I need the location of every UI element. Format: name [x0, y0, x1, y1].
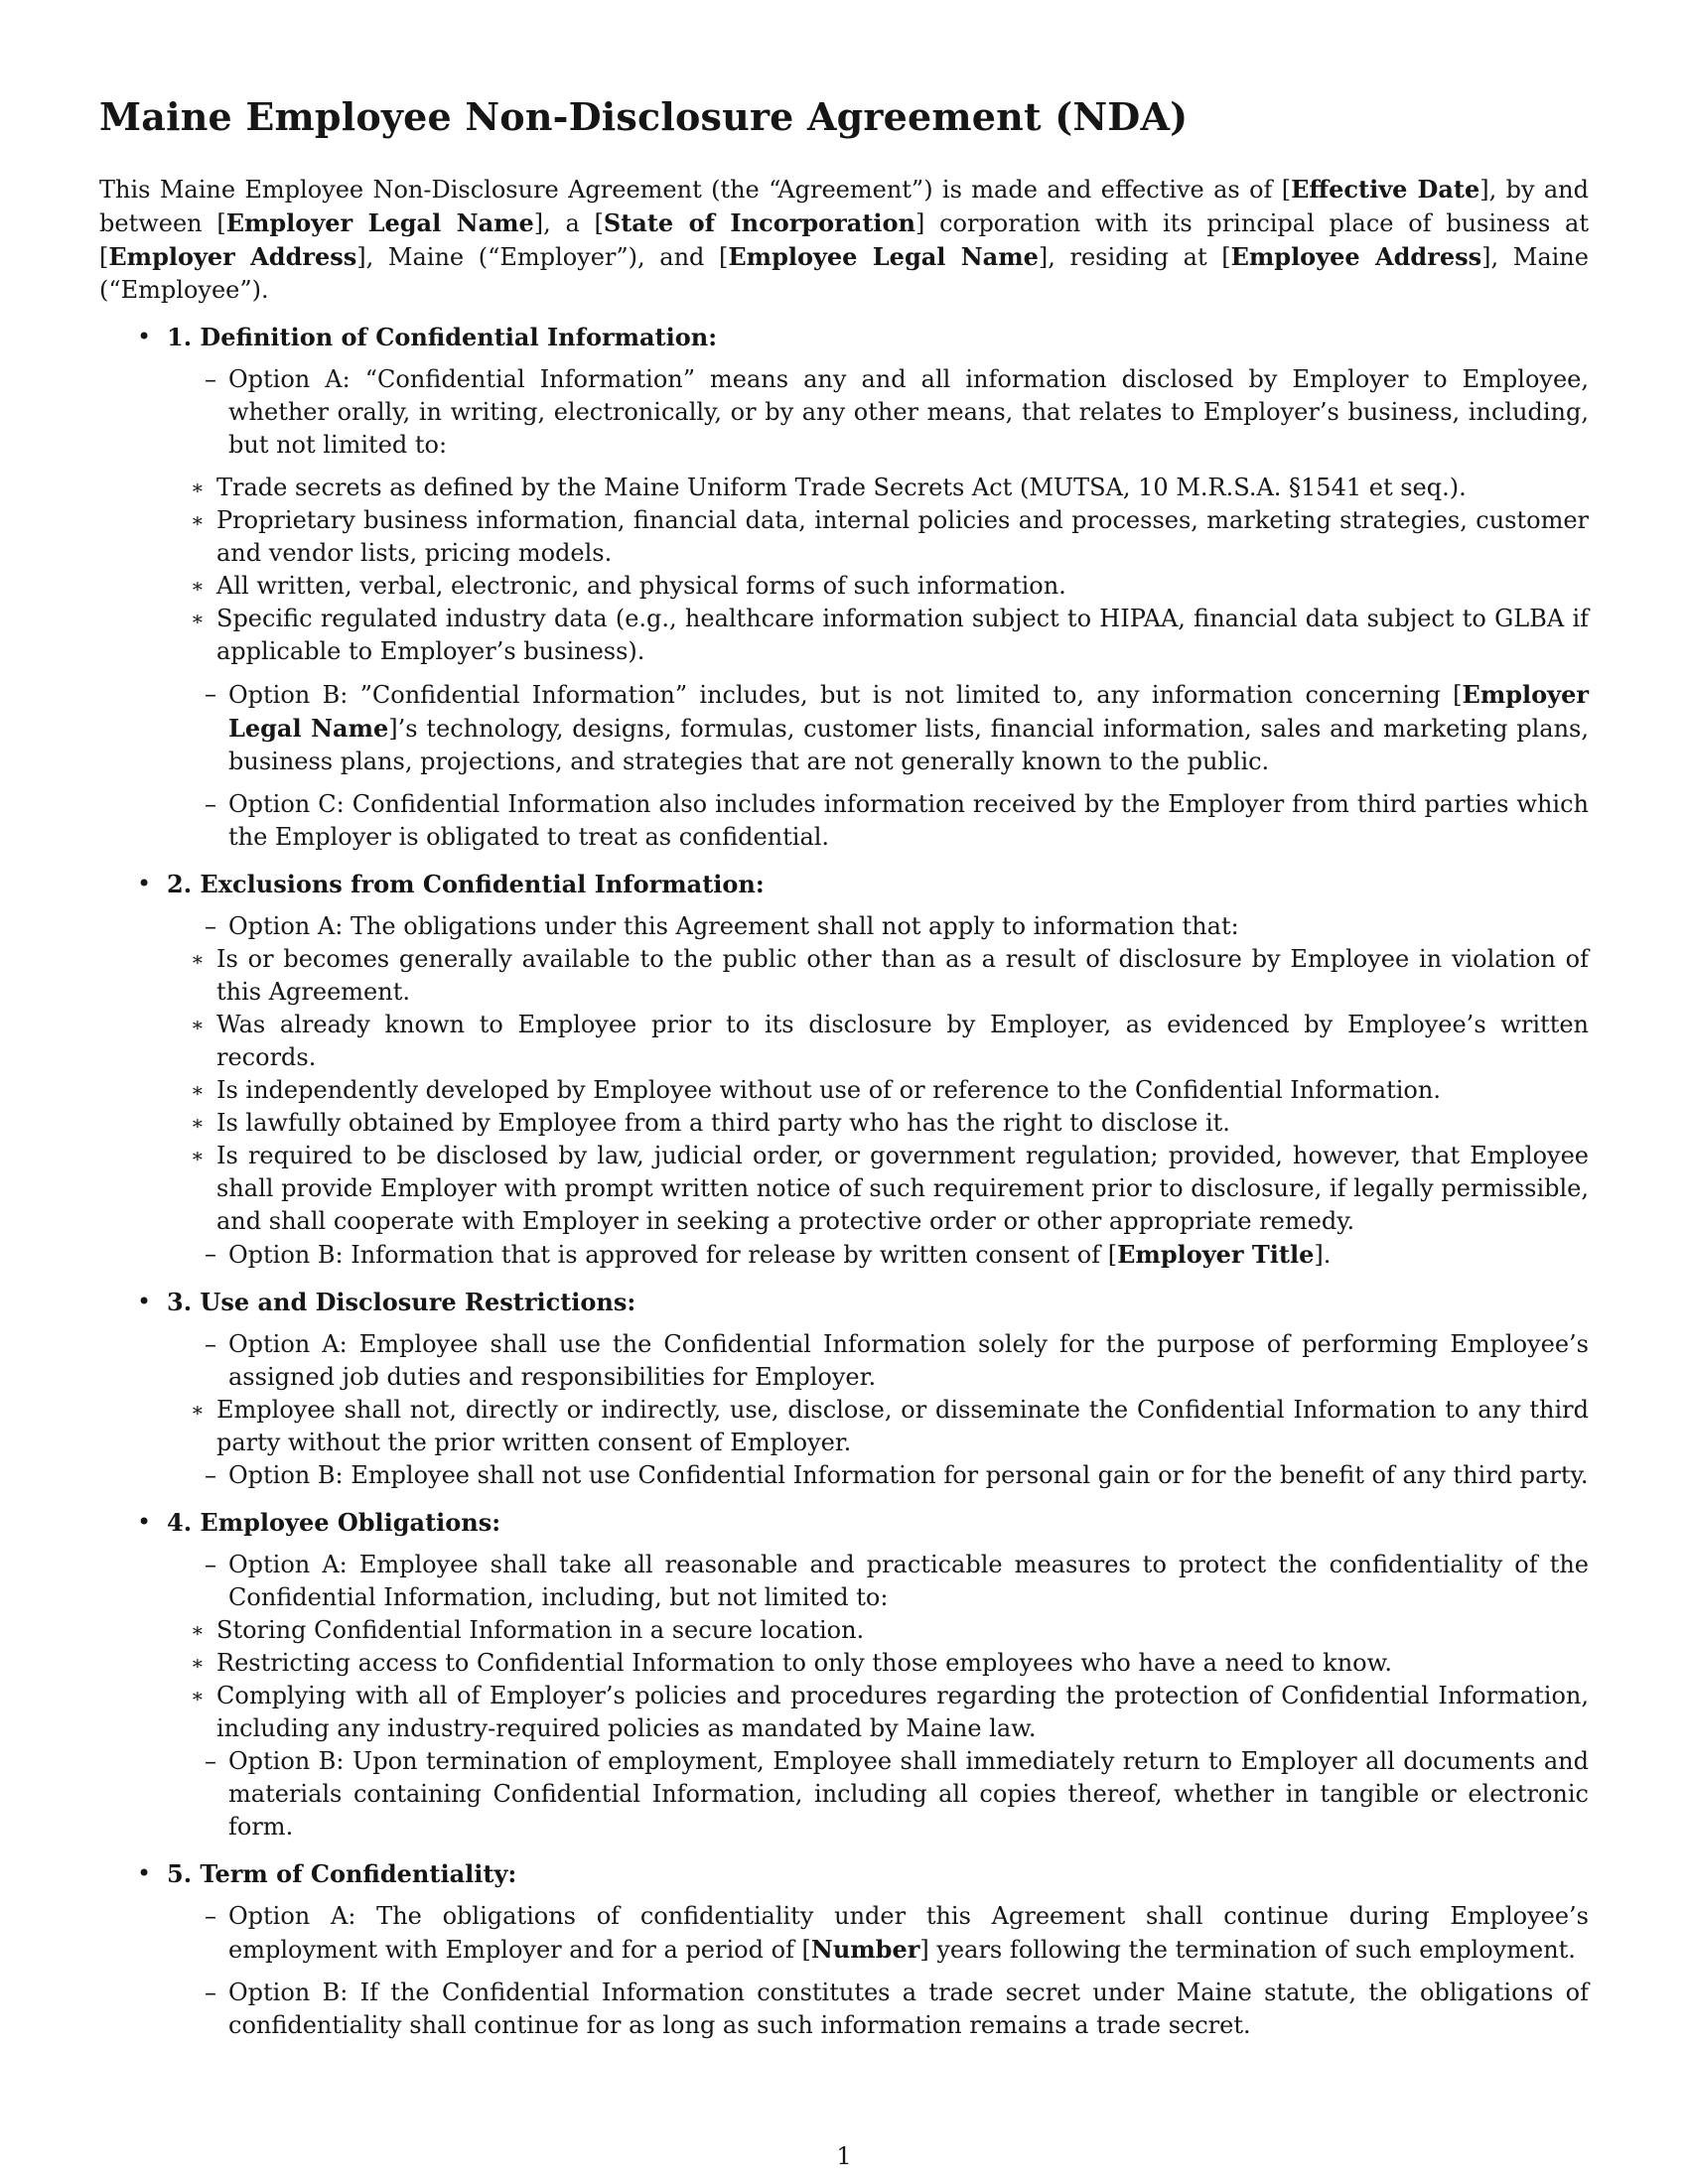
section-4-option-a: – Option A: Employee shall take all reasonable and practicable measures to protect the confidentiality of the Confidential Information, including, but not limited to: — [167, 1549, 1589, 1614]
list-item: ∗ Proprietary business information, financial data, internal policies and processes, marketing strategies, customer and vendor lists, pricing models. — [167, 504, 1589, 570]
placeholder-employer-address: Employer Address — [108, 242, 357, 271]
section-4-title: • 4. Employee Obligations: — [167, 1506, 1589, 1539]
placeholder-employee-address: Employee Address — [1230, 242, 1482, 271]
section-2-option-a-list — [167, 943, 1589, 1238]
list-item: ∗ Is or becomes generally available to the public other than as a result of disclosure by Employee in violation of this Agreement. — [167, 943, 1589, 1009]
section-1-option-a-list — [167, 472, 1589, 668]
section-3-option-a-list — [167, 1394, 1589, 1459]
section-3-title: • 3. Use and Disclosure Restrictions: — [167, 1286, 1589, 1318]
list-item: ∗ Employee shall not, directly or indirectly, use, disclose, or disseminate the Confidential Information to any third party without the prior written consent of Employer. — [167, 1394, 1589, 1459]
list-item: ∗ Was already known to Employee prior to its disclosure by Employer, as evidenced by Employee’s written records. — [167, 1009, 1589, 1074]
list-item: ∗ Storing Confidential Information in a secure location. — [167, 1614, 1589, 1647]
section-1-option-b: – Option B: ”Confidential Information” includes, but is not limited to, any information concerning [Employer Legal Name]’s technology, designs, formulas, customer lists, financial information, sales and marketing plans, business plans, projections, and strategies that are not generally known to the public. — [167, 678, 1589, 778]
document-title: Maine Employee Non-Disclosure Agreement (NDA) — [99, 94, 1189, 139]
section-1-option-c: – Option C: Confidential Information also includes information received by the Employer from third parties which the Employer is obligated to treat as confidential. — [167, 788, 1589, 854]
placeholder-employee-name: Employee Legal Name — [728, 242, 1039, 271]
document-page — [99, 91, 1589, 2056]
section-4-option-b: – Option B: Upon termination of employment, Employee shall immediately return to Employer all documents and materials containing Confidential Information, including all copies thereof, whether in tangible or electronic form. — [167, 1745, 1589, 1843]
list-item: ∗ Restricting access to Confidential Information to only those employees who have a need to know. — [167, 1647, 1589, 1680]
placeholder-effective-date: Effective Date — [1291, 175, 1480, 204]
section-2-option-b: – Option B: Information that is approved for release by written consent of [Employer Title]. — [167, 1238, 1589, 1272]
section-2 — [99, 868, 1589, 1272]
placeholder-state: State of Incorporation — [603, 208, 915, 237]
page-number: 1 — [836, 2142, 852, 2170]
section-3 — [99, 1286, 1589, 1492]
section-4-option-a-list — [167, 1614, 1589, 1745]
section-5-title: • 5. Term of Confidentiality: — [167, 1857, 1589, 1890]
section-5-option-a: – Option A: The obligations of confidentiality under this Agreement shall continue during Employee’s employment with Employer and for a period of [Number] years following the termination of such employment. — [167, 1900, 1589, 1967]
intro-paragraph: This Maine Employee Non-Disclosure Agreement (the “Agreement”) is made and effective as of [Effective Date], by and between [Employer Legal Name], a [State of Incorporation] corporation with its principal place of business at [Employer Address], Maine (“Employer”), and [Employee Legal Name], residing at [Employee Address], Maine (“Employee”). — [99, 175, 1590, 304]
placeholder-employer-name: Employer Legal Name — [225, 208, 534, 237]
list-item: ∗ Is required to be disclosed by law, judicial order, or government regulation; provided, however, that Employee shall provide Employer with prompt written notice of such requirement prior to disclosure, if legally permissible, and shall cooperate with Employer in seeking a protective order or other appropriate remedy. — [167, 1140, 1589, 1238]
section-5-option-b: – Option B: If the Confidential Information constitutes a trade secret under Maine statute, the obligations of confidentiality shall continue for as long as such information remains a trade secret. — [167, 1977, 1589, 2042]
section-4 — [99, 1506, 1589, 1843]
section-5 — [99, 1857, 1589, 2042]
placeholder-employer-name: Employer Legal Name — [228, 680, 1589, 743]
list-item: ∗ Is independently developed by Employee without use of or reference to the Confidential Information. — [167, 1074, 1589, 1107]
section-3-option-b: – Option B: Employee shall not use Confidential Information for personal gain or for the benefit of any third party. — [167, 1459, 1589, 1492]
placeholder-number: Number — [810, 1935, 920, 1964]
section-1 — [99, 321, 1589, 854]
section-1-option-a: – Option A: “Confidential Information” means any and all information disclosed by Employer to Employee, whether orally, in writing, electronically, or by any other means, that relates to Employer’s business, including, but not limited to: — [167, 363, 1589, 462]
list-item: ∗ Trade secrets as defined by the Maine Uniform Trade Secrets Act (MUTSA, 10 M.R.S.A. §1541 et seq.). — [167, 472, 1589, 504]
section-3-option-a: – Option A: Employee shall use the Confidential Information solely for the purpose of performing Employee’s assigned job duties and responsibilities for Employer. — [167, 1328, 1589, 1394]
placeholder-employer-title: Employer Title — [1117, 1240, 1315, 1269]
list-item: ∗ Specific regulated industry data (e.g., healthcare information subject to HIPAA, financial data subject to GLBA if applicable to Employer’s business). — [167, 603, 1589, 668]
section-1-title: • 1. Definition of Confidential Information: — [167, 321, 1589, 353]
list-item: ∗ All written, verbal, electronic, and physical forms of such information. — [167, 570, 1589, 603]
section-2-option-a: – Option A: The obligations under this Agreement shall not apply to information that: — [167, 910, 1589, 943]
section-2-title: • 2. Exclusions from Confidential Information: — [167, 868, 1589, 900]
list-item: ∗ Is lawfully obtained by Employee from a third party who has the right to disclose it. — [167, 1107, 1589, 1140]
list-item: ∗ Complying with all of Employer’s policies and procedures regarding the protection of Confidential Information, including any industry-required policies as mandated by Maine law. — [167, 1680, 1589, 1745]
